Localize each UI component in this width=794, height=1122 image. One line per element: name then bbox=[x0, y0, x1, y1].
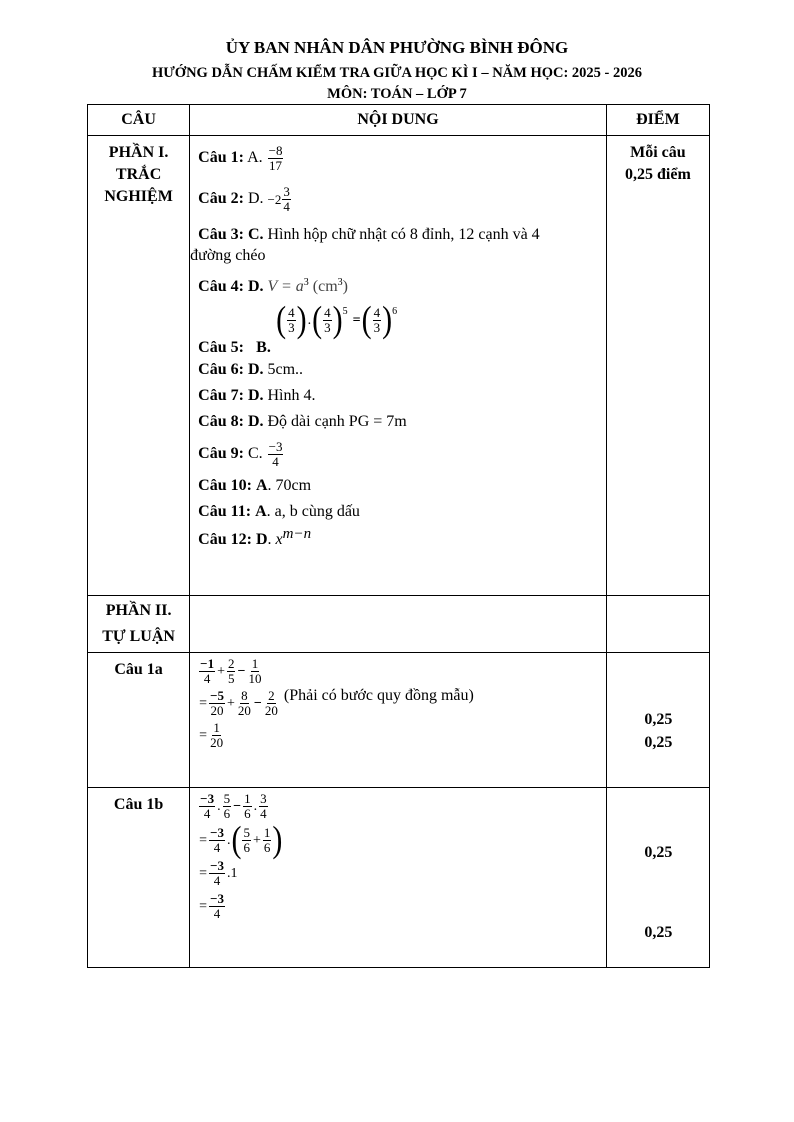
q2: Câu 2: D. −2 $\frac{3}{4}$ bbox=[198, 184, 290, 214]
fraction: $\frac{-8}{17}$ bbox=[268, 143, 283, 173]
table-header-row bbox=[88, 105, 710, 136]
part1-score: Mỗi câu 0,25 điểm bbox=[606, 136, 709, 596]
q11: Câu 11: A. a, b cùng dấu bbox=[198, 503, 360, 520]
c1b-line4: = $\frac{-3}{4}$ bbox=[199, 891, 224, 921]
answer-table bbox=[87, 104, 710, 968]
q4: Câu 4: D. $V = a^3$ $(cm^3)$ bbox=[198, 277, 348, 295]
c1b-content bbox=[190, 788, 607, 968]
part2-label: PHẦN II. TỰ LUẬN bbox=[88, 596, 190, 653]
q5: Câu 5: B. ( $\frac{4}{3}$ ).( $\frac{4}{3}$ )$^5$ =( $\frac{4}{3}$ )$^6$ bbox=[198, 298, 398, 356]
header-line-1: ỦY BAN NHÂN DÂN PHƯỜNG BÌNH ĐÔNG bbox=[225, 38, 569, 57]
table-row bbox=[88, 653, 710, 788]
score-value: 0,25 bbox=[644, 711, 673, 728]
table-row bbox=[88, 788, 710, 968]
part2-score bbox=[606, 596, 709, 653]
q6: Câu 6: D. 5cm.. bbox=[198, 361, 304, 378]
c1b-line3: = $\frac{-3}{4}$ .1 bbox=[199, 858, 238, 888]
header-line-3: MÔN: TOÁN – LỚP 7 bbox=[327, 86, 467, 102]
q7: Câu 7: D. Hình 4. bbox=[198, 387, 316, 404]
c1a-score bbox=[606, 653, 709, 788]
fraction: $\frac{-3}{4}$ bbox=[268, 439, 283, 469]
table-row bbox=[88, 136, 710, 596]
header-noi-dung: NỘI DUNG bbox=[190, 105, 607, 136]
q10: Câu 10: A. 70cm bbox=[198, 477, 312, 494]
c1a-label: Câu 1a bbox=[88, 653, 190, 788]
header-cau: CÂU bbox=[88, 105, 190, 136]
part1-label: PHẦN I. TRẮC NGHIỆM bbox=[88, 136, 190, 596]
q8: Câu 8: D. Độ dài cạnh PG = 7m bbox=[198, 413, 407, 430]
header-diem: ĐIỂM bbox=[606, 105, 709, 136]
q3: Câu 3: C. Hình hộp chữ nhật có 8 đỉnh, 12 cạnh và 4 bbox=[198, 226, 540, 243]
part1-content bbox=[190, 136, 607, 596]
q1: Câu 1: A. $\frac{-8}{17}$ bbox=[198, 143, 283, 173]
c1a-line1: $\frac{-1}{4}$ + $\frac{2}{5}$ − $\frac{1}{10}$ bbox=[200, 656, 262, 686]
c1b-line2: = $\frac{-3}{4}$ .( $\frac{5}{6}$ + $\frac{1}{6}$ ) bbox=[199, 818, 283, 860]
c1b-label: Câu 1b bbox=[88, 788, 190, 968]
q3-continuation: đường chéo bbox=[190, 247, 266, 264]
q12: Câu 12: D. xm−n bbox=[198, 526, 312, 548]
fraction: $\frac{3}{4}$ bbox=[283, 184, 290, 214]
score-value: 0,25 bbox=[644, 734, 673, 751]
table-row bbox=[88, 596, 710, 653]
c1b-score bbox=[606, 788, 709, 968]
q9: Câu 9: C. $\frac{-3}{4}$ bbox=[198, 439, 283, 469]
c1a-content bbox=[190, 653, 607, 788]
score-value: 0,25 bbox=[644, 924, 673, 941]
header-line-2: HƯỚNG DẪN CHẤM KIỂM TRA GIỮA HỌC KÌ I – NĂM HỌC: 2025 - 2026 bbox=[151, 65, 643, 81]
c1a-line3: = $\frac{1}{20}$ bbox=[199, 720, 224, 750]
c1b-line1: $\frac{-3}{4}$ . $\frac{5}{6}$ − $\frac{1}{6}$ . $\frac{3}{4}$ bbox=[200, 791, 267, 821]
part2-content bbox=[190, 596, 607, 653]
score-value: 0,25 bbox=[644, 844, 673, 861]
c1a-line2: = $\frac{-5}{20}$ + $\frac{8}{20}$ − $\frac{2}{20}$ (Phải có bước quy đồng mẫu) bbox=[199, 687, 474, 718]
